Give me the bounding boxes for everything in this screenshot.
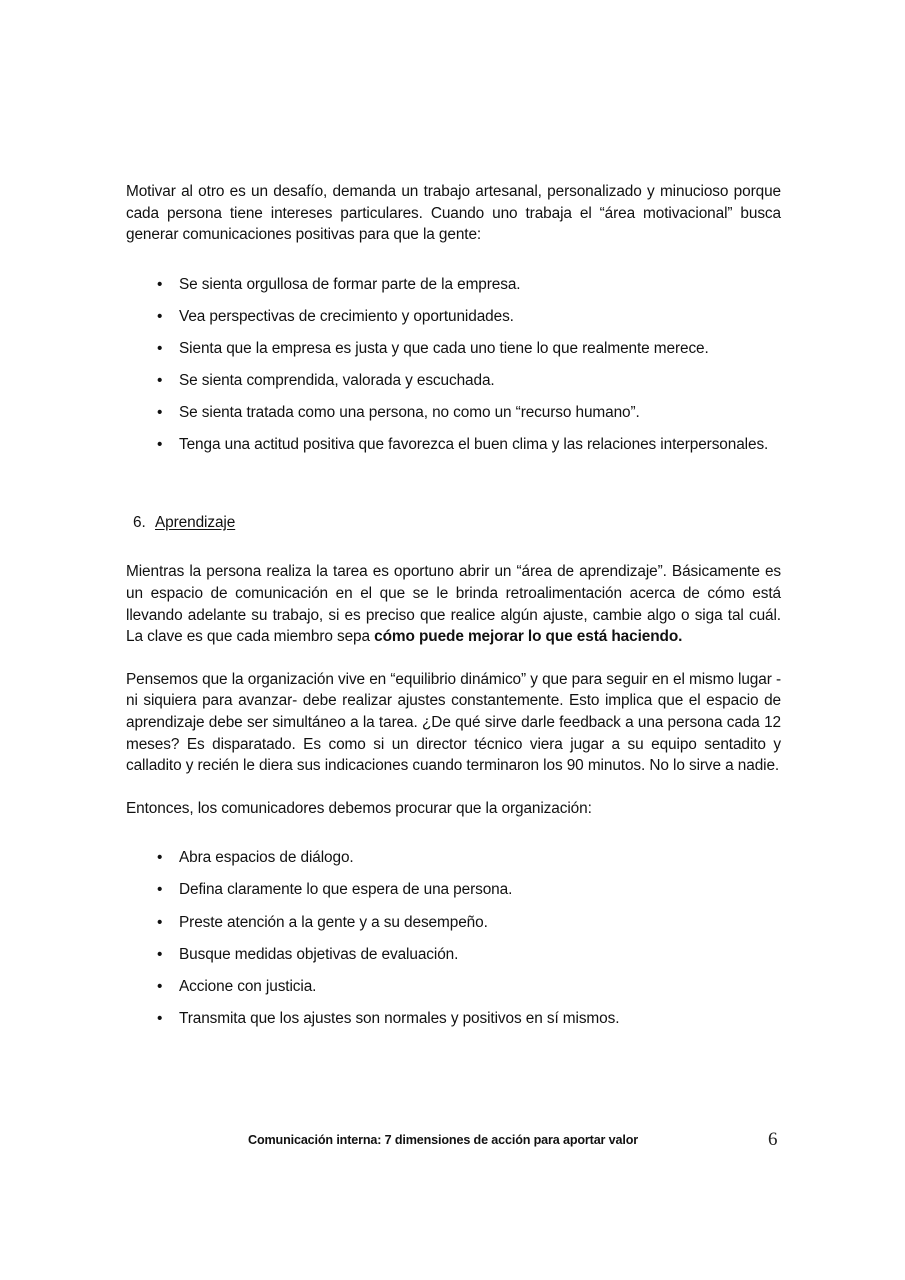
- motivational-bullet-list: [126, 274, 781, 456]
- list-item: [126, 976, 781, 998]
- spacer: [126, 533, 781, 561]
- list-item-text: Abra espacios de diálogo.: [179, 849, 354, 867]
- bullet-icon: •: [157, 881, 163, 899]
- list-item: [126, 306, 781, 328]
- organizacion-bullet-list: [126, 847, 781, 1029]
- spacer: [126, 648, 781, 669]
- list-item-text: Se sienta tratada como una persona, no como un “recurso humano”.: [179, 404, 640, 422]
- bullet-icon: •: [157, 307, 163, 325]
- bullet-icon: •: [157, 404, 163, 422]
- list-item-text: Defina claramente lo que espera de una persona.: [179, 881, 513, 899]
- list-item-text: Se sienta orgullosa de formar parte de la empresa.: [179, 275, 521, 293]
- bullet-icon: •: [157, 977, 163, 995]
- list-item: [126, 912, 781, 934]
- list-item-text: Accione con justicia.: [179, 977, 317, 995]
- list-item: [126, 847, 781, 869]
- aprendizaje-paragraph-1: [126, 561, 781, 647]
- bullet-icon: •: [157, 849, 163, 867]
- bullet-icon: •: [157, 275, 163, 293]
- list-item: [126, 338, 781, 360]
- spacer: [126, 246, 781, 274]
- list-item-text: Tenga una actitud positiva que favorezca el buen clima y las relaciones interpersonales.: [179, 436, 769, 454]
- section-number: 6.: [133, 513, 146, 531]
- bullet-icon: •: [157, 372, 163, 390]
- list-item: [126, 434, 781, 456]
- spacer: [126, 819, 781, 847]
- list-item-text: Preste atención a la gente y a su desempeño.: [179, 913, 488, 931]
- bullet-icon: •: [157, 913, 163, 931]
- section-heading-aprendizaje: [126, 512, 781, 534]
- footer-title: Comunicación interna: 7 dimensiones de acción para aportar valor: [248, 1133, 639, 1147]
- paragraph-bold-run: cómo puede mejorar lo que está haciendo.: [374, 628, 683, 646]
- bullet-icon: •: [157, 1009, 163, 1027]
- list-item: [126, 1008, 781, 1030]
- intro-paragraph: Motivar al otro es un desafío, demanda un trabajo artesanal, personalizado y minucioso porque cada persona tiene intereses particulares. Cuando uno trabaja el “área motivacional” busca generar comunicaciones positivas para que la gente:: [126, 183, 781, 244]
- spacer: [126, 456, 781, 512]
- list-item-text: Sienta que la empresa es justa y que cada uno tiene lo que realmente merece.: [179, 339, 709, 357]
- paragraph-text-run: Mientras la persona realiza la tarea es oportuno abrir un “área de aprendizaje”. Básicamente es un espacio de comunicación en el que se le brinda retroalimentación acerca de cómo está llevando adelante su trabajo, si es preciso que realice algún ajuste, cambie algo o siga tal cuál. La clave es que cada miembro sepa: [126, 563, 781, 646]
- bullet-icon: •: [157, 436, 163, 454]
- bullet-icon: •: [157, 945, 163, 963]
- list-item: [126, 370, 781, 392]
- list-item: [126, 944, 781, 966]
- list-item-text: Vea perspectivas de crecimiento y oportunidades.: [179, 307, 514, 325]
- aprendizaje-paragraph-2: Pensemos que la organización vive en “equilibrio dinámico” y que para seguir en el mismo lugar -ni siquiera para avanzar- debe realizar ajustes constantemente. Esto implica que el espacio de aprendizaje debe ser simultáneo a la tarea. ¿De qué sirve darle feedback a una persona cada 12 meses? Es disparatado. Es como si un director técnico viera jugar a su equipo sentadito y calladito y recién le diera sus indicaciones cuando terminaron los 90 minutos. No lo sirve a nadie.: [126, 670, 781, 775]
- list-item: [126, 402, 781, 424]
- spacer: [126, 777, 781, 798]
- page-number: 6: [768, 1129, 778, 1150]
- list-item: [126, 879, 781, 901]
- aprendizaje-paragraph-3: Entonces, los comunicadores debemos procurar que la organización:: [126, 799, 592, 817]
- page-footer: [0, 1129, 905, 1163]
- list-item-text: Se sienta comprendida, valorada y escuchada.: [179, 372, 495, 390]
- bullet-icon: •: [157, 339, 163, 357]
- list-item-text: Busque medidas objetivas de evaluación.: [179, 945, 459, 963]
- page-content: [126, 181, 781, 1029]
- list-item: [126, 274, 781, 296]
- list-item-text: Transmita que los ajustes son normales y positivos en sí mismos.: [179, 1009, 620, 1027]
- section-title: Aprendizaje: [155, 513, 236, 531]
